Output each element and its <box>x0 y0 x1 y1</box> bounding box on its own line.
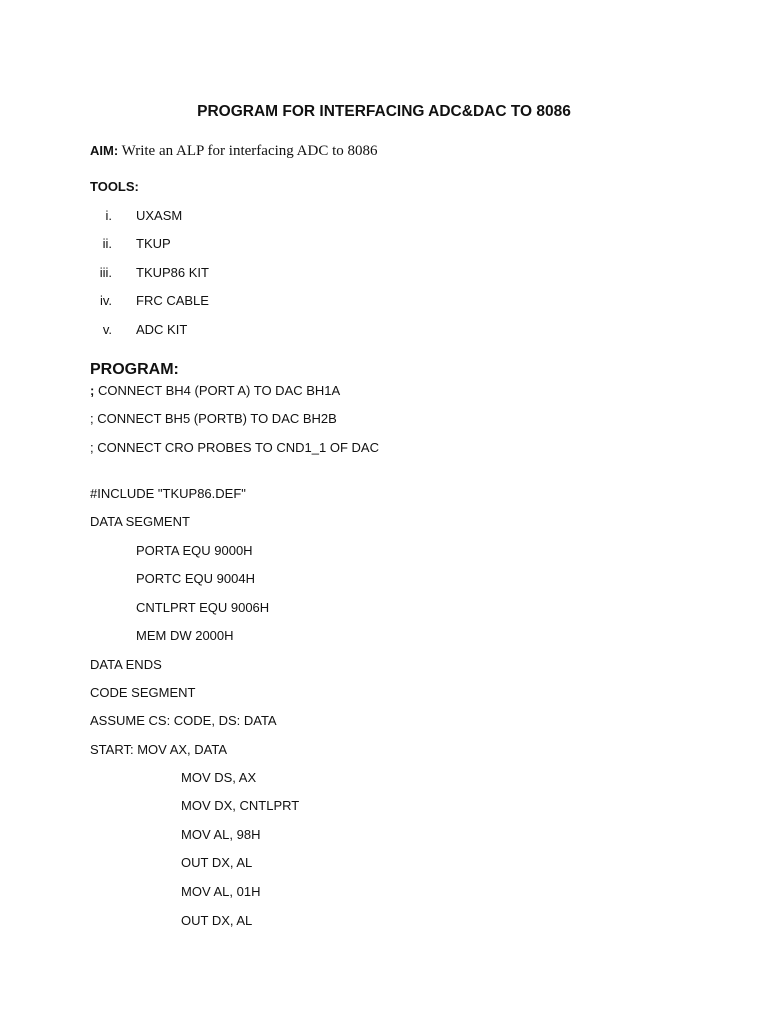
code-line: MOV AL, 98H <box>181 827 261 842</box>
aim-label: AIM: <box>90 143 119 158</box>
tool-number: iii. <box>99 265 112 280</box>
tool-number: iv. <box>99 293 112 308</box>
page-title: PROGRAM FOR INTERFACING ADC&DAC TO 8086 <box>197 103 571 120</box>
tool-item: UXASM <box>136 208 183 223</box>
tool-number: i. <box>105 208 112 223</box>
tool-number: v. <box>102 322 112 337</box>
tool-number: ii. <box>102 236 112 251</box>
comment-semicolon: ; <box>90 383 95 398</box>
program-heading: PROGRAM: <box>90 361 179 378</box>
comment-text: CONNECT BH5 (PORTB) TO DAC BH2B <box>93 411 337 426</box>
code-line: CNTLPRT EQU 9006H <box>136 600 270 615</box>
code-line: MOV AL, 01H <box>181 884 261 899</box>
code-line: PORTA EQU 9000H <box>136 543 253 558</box>
tools-heading: TOOLS: <box>90 179 139 194</box>
aim-line <box>90 143 378 159</box>
code-line: MOV DS, AX <box>181 770 257 785</box>
code-line: PORTC EQU 9004H <box>136 571 255 586</box>
comment-semicolon: ; <box>90 440 94 455</box>
tool-item: FRC CABLE <box>136 293 209 308</box>
code-line: DATA SEGMENT <box>90 514 190 529</box>
comment-text: CONNECT CRO PROBES TO CND1_1 OF DAC <box>93 440 379 455</box>
tool-item: ADC KIT <box>136 322 188 337</box>
comment-text: CONNECT BH4 (PORT A) TO DAC BH1A <box>94 383 341 398</box>
code-line: ASSUME CS: CODE, DS: DATA <box>90 713 277 728</box>
code-line: MEM DW 2000H <box>136 628 234 643</box>
comment-semicolon: ; <box>90 411 94 426</box>
comment-line <box>90 411 337 427</box>
code-line: START: MOV AX, DATA <box>90 742 228 757</box>
code-line: DATA ENDS <box>90 657 162 672</box>
code-line: #INCLUDE "TKUP86.DEF" <box>90 486 246 501</box>
code-line: OUT DX, AL <box>181 913 253 928</box>
code-line: OUT DX, AL <box>181 855 253 870</box>
code-line: MOV DX, CNTLPRT <box>181 798 300 813</box>
tool-item: TKUP86 KIT <box>136 265 209 280</box>
tool-item: TKUP <box>136 236 171 251</box>
comment-line <box>90 440 379 456</box>
aim-text: Write an ALP for interfacing ADC to 8086 <box>118 143 378 159</box>
comment-line <box>90 383 340 399</box>
code-line: CODE SEGMENT <box>90 685 196 700</box>
